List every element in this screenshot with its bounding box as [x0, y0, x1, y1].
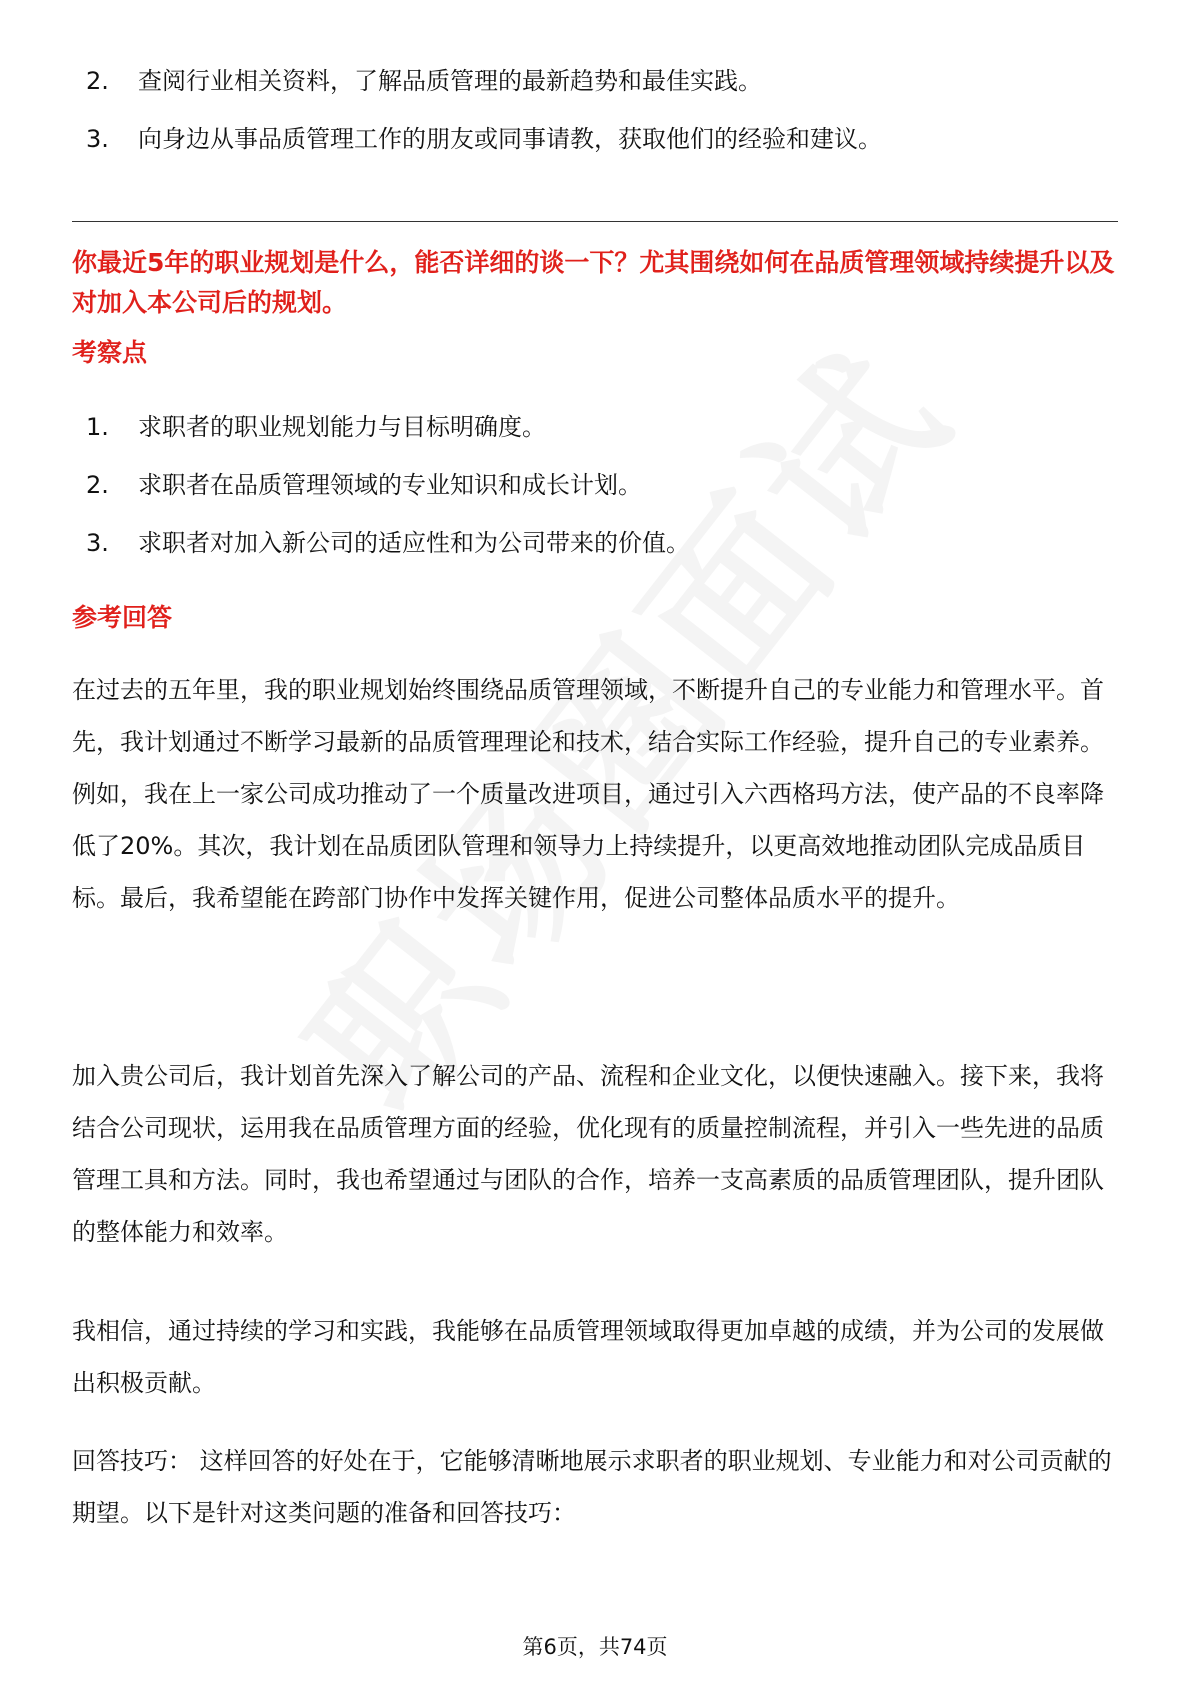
list-item-text: 求职者对加入新公司的适应性和为公司带来的价值。: [138, 529, 690, 557]
list-item-number: 3.: [86, 529, 109, 557]
continued-tips-list: [72, 62, 1118, 178]
focus-points-heading: 考察点: [72, 338, 148, 367]
list-item-number: 2.: [86, 471, 109, 499]
list-item-number: 1.: [86, 413, 109, 441]
list-item: [72, 466, 1118, 524]
answer-paragraph: 在过去的五年里，我的职业规划始终围绕品质管理领域，不断提升自己的专业能力和管理水平。首先，我计划通过不断学习最新的品质管理理论和技术，结合实际工作经验，提升自己的专业素养。例如，我在上一家公司成功推动了一个质量改进项目，通过引入六西格玛方法，使产品的不良率降低了20%。其次，我计划在品质团队管理和领导力上持续提升，以更高效地推动团队完成品质目标。最后，我希望能在跨部门协作中发挥关键作用，促进公司整体品质水平的提升。: [72, 676, 1104, 912]
list-item-text: 向身边从事品质管理工作的朋友或同事请教，获取他们的经验和建议。: [138, 125, 882, 153]
list-item: [72, 408, 1118, 466]
list-item-number: 2.: [86, 67, 109, 95]
list-item-text: 求职者的职业规划能力与目标明确度。: [138, 413, 546, 441]
section-divider: [72, 221, 1118, 222]
answer-paragraph: 加入贵公司后，我计划首先深入了解公司的产品、流程和企业文化，以便快速融入。接下来，我将结合公司现状，运用我在品质管理方面的经验，优化现有的质量控制流程，并引入一些先进的品质管理工具和方法。同时，我也希望通过与团队的合作，培养一支高素质的品质管理团队，提升团队的整体能力和效率。: [72, 1062, 1104, 1246]
list-item-text: 查阅行业相关资料，了解品质管理的最新趋势和最佳实践。: [138, 67, 762, 95]
interview-question: 你最近5年的职业规划是什么，能否详细的谈一下？尤其围绕如何在品质管理领域持续提升以及对加入本公司后的规划。: [72, 248, 1115, 317]
page-number: 第6页，共74页: [522, 1635, 668, 1659]
list-item: [72, 524, 1118, 582]
list-item-text: 求职者在品质管理领域的专业知识和成长计划。: [138, 471, 642, 499]
answer-tips-paragraph: 回答技巧： 这样回答的好处在于，它能够清晰地展示求职者的职业规划、专业能力和对公司贡献的期望。以下是针对这类问题的准备和回答技巧：: [72, 1447, 1112, 1527]
list-item: [72, 120, 1118, 178]
list-item: [72, 62, 1118, 120]
reference-answer-heading: 参考回答: [72, 603, 173, 632]
answer-paragraph: 我相信，通过持续的学习和实践，我能够在品质管理领域取得更加卓越的成绩，并为公司的发展做出积极贡献。: [72, 1317, 1104, 1397]
focus-points-list: [72, 408, 1118, 582]
list-item-number: 3.: [86, 125, 109, 153]
